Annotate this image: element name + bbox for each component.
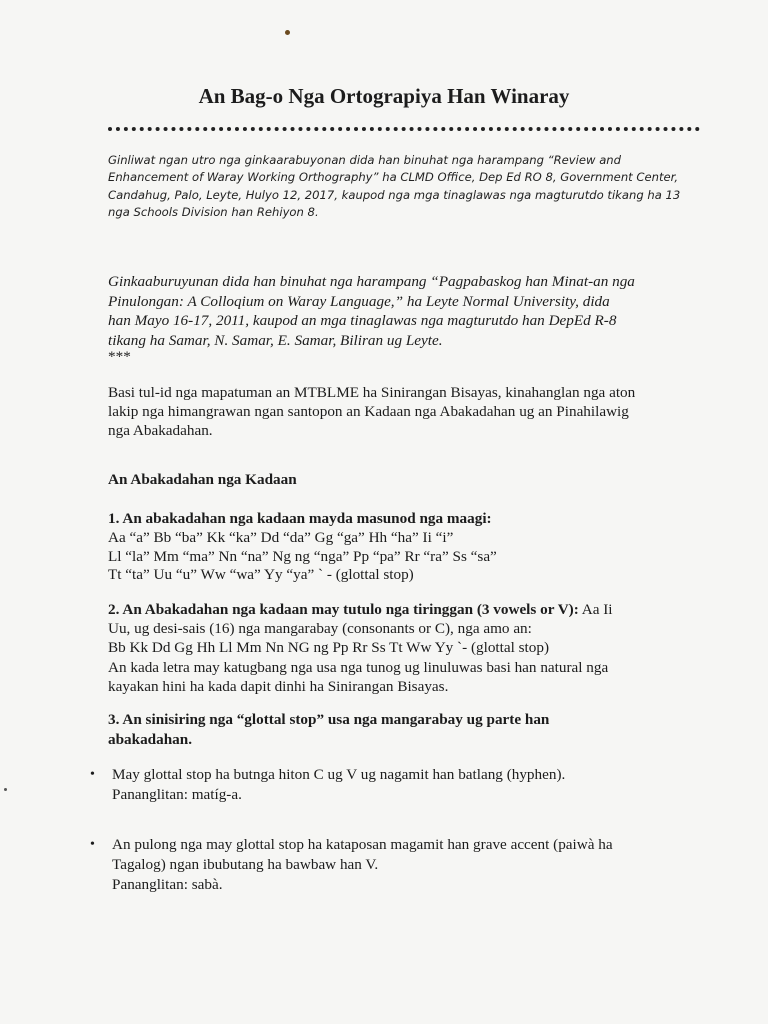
bullet-line: Pananglitan: sabà. bbox=[112, 875, 223, 893]
rule-2-heading: 2. An Abakadahan nga kadaan may tutulo nga tiringgan (3 vowels or V): bbox=[108, 601, 579, 618]
bullet-line: May glottal stop ha butnga hiton C ug V ug nagamit han batlang (hyphen). bbox=[112, 766, 566, 783]
document-title: An Bag-o Nga Ortograpiya Han Winaray bbox=[198, 84, 570, 108]
bullet-marker: • bbox=[90, 767, 95, 782]
alphabet-line: Aa “a” Bb “ba” Kk “ka” Dd “da” Gg “ga” Hh “ha” Ii “i” bbox=[108, 528, 454, 546]
bullet-marker: • bbox=[90, 837, 95, 852]
rule-2-heading-tail: Aa Ii bbox=[578, 601, 613, 618]
origin-line: Ginkaaburuyunan dida han binuhat nga harampang “Pagpabaskog han Minat-an nga bbox=[108, 273, 635, 290]
origin-line: han Mayo 16-17, 2011, kaupod an mga tinaglawas nga magturutdo han DepEd R-8 bbox=[108, 312, 617, 330]
rule-2-heading-line bbox=[108, 600, 708, 619]
bullet-item bbox=[112, 835, 702, 894]
alphabet-line: Tt “ta” Uu “u” Ww “wa” Yy “ya” ` - (glottal stop) bbox=[108, 566, 414, 584]
purpose-line: lakip nga himangrawan ngan santopon an Kadaan nga Abakadahan ug an Pinahilawig bbox=[108, 402, 629, 420]
rule-2 bbox=[108, 600, 708, 696]
rule-3-heading-line: 3. An sinisiring nga “glottal stop” usa nga mangarabay ug parte han bbox=[108, 711, 550, 728]
rule-2-line: An kada letra may katugbang nga usa nga tunog ug linuluwas basi han natural nga bbox=[108, 658, 609, 676]
rule-3-heading-line: abakadahan. bbox=[108, 731, 192, 748]
bullet-line: Pananglitan: matíg-a. bbox=[112, 785, 242, 803]
rule-1-heading: 1. An abakadahan nga kadaan mayda masunod nga maagi: bbox=[108, 510, 492, 527]
intro-paragraph bbox=[108, 152, 688, 221]
alphabet-line: Ll “la” Mm “ma” Nn “na” Ng ng “nga” Pp “pa” Rr “ra” Ss “sa” bbox=[108, 547, 497, 565]
rule-1 bbox=[108, 510, 708, 585]
intro-line: Candahug, Palo, Leyte, Hulyo 12, 2017, kaupod nga mga tinaglawas nga magturutdo tikang ha 13 bbox=[108, 187, 681, 202]
intro-line: nga Schools Division han Rehiyon 8. bbox=[108, 204, 319, 219]
bullet-line: Tagalog) ngan ibubutang ha bawbaw han V. bbox=[112, 855, 379, 873]
rule-3 bbox=[108, 710, 708, 750]
intro-line: Enhancement of Waray Working Orthography” ha CLMD Office, Dep Ed RO 8, Government Center, bbox=[108, 170, 679, 185]
purpose-line: nga Abakadahan. bbox=[108, 421, 213, 439]
origin-line: Pinulongan: A Colloqium on Waray Language,” ha Leyte Normal University, dida bbox=[108, 292, 610, 310]
intro-line: Ginliwat ngan utro nga ginkaarabuyonan dida han binuhat nga harampang “Review and bbox=[108, 153, 622, 167]
purpose-line: Basi tul-id nga mapatuman an MTBLME ha Sinirangan Bisayas, kinahanglan nga aton bbox=[108, 384, 636, 401]
ink-speck bbox=[285, 30, 290, 35]
bullet-line: An pulong nga may glottal stop ha kataposan magamit han grave accent (paiwà ha bbox=[112, 836, 613, 853]
origin-line: tikang ha Samar, N. Samar, E. Samar, Biliran ug Leyte. bbox=[108, 331, 443, 349]
bullet-item bbox=[112, 765, 702, 805]
ink-speck bbox=[4, 788, 7, 791]
purpose-paragraph bbox=[108, 384, 708, 440]
rule-2-line: Bb Kk Dd Gg Hh Ll Mm Nn NG ng Pp Rr Ss Tt Ww Yy `- (glottal stop) bbox=[108, 639, 550, 657]
rule-2-line: Uu, ug desi-sais (16) nga mangarabay (consonants or C), nga amo an: bbox=[108, 620, 532, 638]
section-heading: An Abakadahan nga Kadaan bbox=[108, 471, 297, 488]
dotted-divider bbox=[108, 127, 700, 131]
asterisk-separator: *** bbox=[108, 348, 131, 366]
origin-paragraph bbox=[108, 272, 708, 364]
rule-2-line: kayakan hini ha kada dapit dinhi ha Sinirangan Bisayas. bbox=[108, 677, 449, 695]
